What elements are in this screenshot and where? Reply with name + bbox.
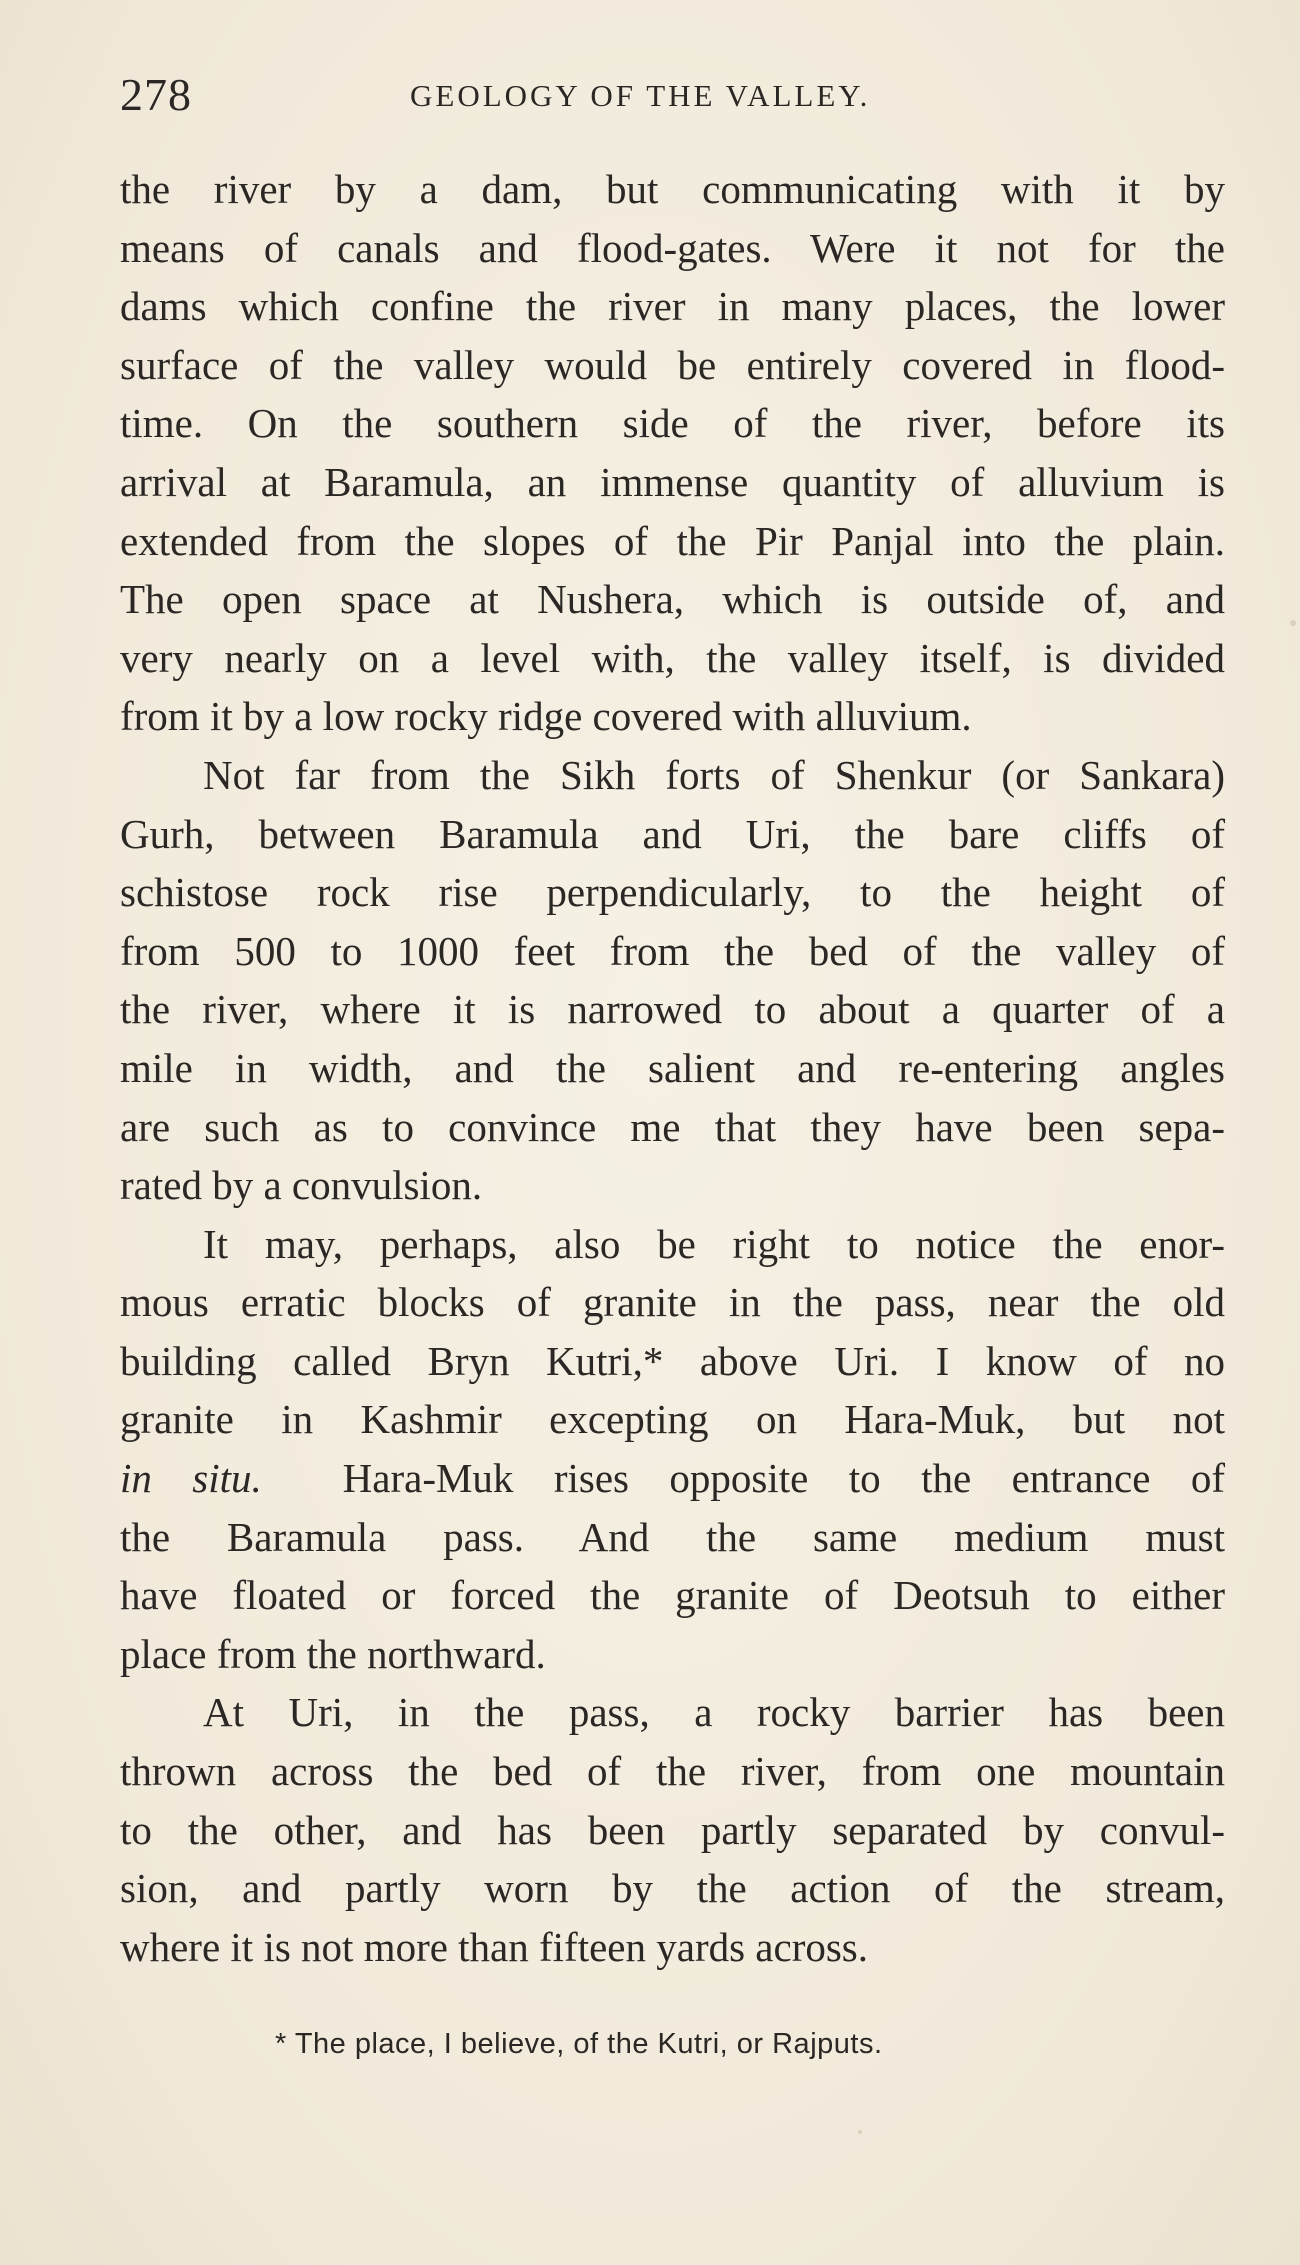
text-line: time. On the southern side of the river, before its <box>120 400 1225 447</box>
text-line: from it by a low rocky ridge covered with alluvium. <box>120 693 972 740</box>
text-line: to the other, and has been partly separated by convul- <box>120 1806 1225 1853</box>
text-line: sion, and partly worn by the action of the stream, <box>120 1865 1225 1912</box>
paragraph <box>120 746 1225 1215</box>
text-line <box>120 1449 1225 1508</box>
text-line: Gurh, between Baramula and Uri, the bare cliffs of <box>120 810 1225 857</box>
text-line: are such as to convince me that they have been sepa- <box>120 1103 1225 1150</box>
text-line: the Baramula pass. And the same medium must <box>120 1513 1225 1560</box>
paragraph <box>120 1683 1225 1976</box>
text-line: rated by a convulsion. <box>120 1162 483 1209</box>
text-line: extended from the slopes of the Pir Panjal into the plain. <box>120 517 1225 564</box>
text-line: from 500 to 1000 feet from the bed of the valley of <box>120 927 1225 974</box>
text-line: mile in width, and the salient and re-entering angles <box>120 1044 1225 1091</box>
text-line: The open space at Nushera, which is outside of, and <box>120 576 1225 623</box>
body-text <box>120 160 1225 1976</box>
text-line: very nearly on a level with, the valley itself, is divided <box>120 634 1225 681</box>
paper-speck <box>858 2130 862 2134</box>
text-line: place from the northward. <box>120 1630 546 1677</box>
footnote: * The place, I believe, of the Kutri, or Rajputs. <box>275 2028 883 2060</box>
page-number: 278 <box>120 69 192 120</box>
paper-speck <box>1290 620 1296 626</box>
text-line: the river, where it is narrowed to about a quarter of a <box>120 986 1225 1033</box>
text-line: arrival at Baramula, an immense quantity of alluvium is <box>120 458 1225 505</box>
text-line: schistose rock rise perpendicularly, to the height of <box>120 869 1225 916</box>
page-header <box>120 68 1120 128</box>
text-line: mous erratic blocks of granite in the pass, near the old <box>120 1279 1225 1326</box>
text-line: the river by a dam, but communicating with it by <box>120 166 1225 212</box>
text-line: granite in Kashmir excepting on Hara-Muk, but not <box>120 1396 1225 1443</box>
running-head: GEOLOGY OF THE VALLEY. <box>410 78 871 113</box>
text-line-rest: Hara-Muk rises opposite to the entrance of <box>342 1455 1226 1502</box>
paragraph <box>120 160 1225 746</box>
text-line: have floated or forced the granite of Deotsuh to either <box>120 1572 1225 1619</box>
text-line: thrown across the bed of the river, from one mountain <box>120 1748 1225 1795</box>
text-line: dams which confine the river in many places, the lower <box>120 283 1225 330</box>
text-line: It may, perhaps, also be right to notice the enor- <box>203 1220 1225 1267</box>
text-line: building called Bryn Kutri,* above Uri. I know of no <box>120 1337 1225 1384</box>
text-line: where it is not more than fifteen yards across. <box>120 1923 869 1970</box>
text-line: surface of the valley would be entirely covered in flood- <box>120 341 1225 388</box>
text-line: At Uri, in the pass, a rocky barrier has been <box>203 1689 1225 1736</box>
italic-phrase: in situ. <box>120 1455 262 1502</box>
text-line: means of canals and flood-gates. Were it not for the <box>120 224 1225 271</box>
text-line: Not far from the Sikh forts of Shenkur (or Sankara) <box>203 751 1225 798</box>
paragraph <box>120 1215 1225 1684</box>
